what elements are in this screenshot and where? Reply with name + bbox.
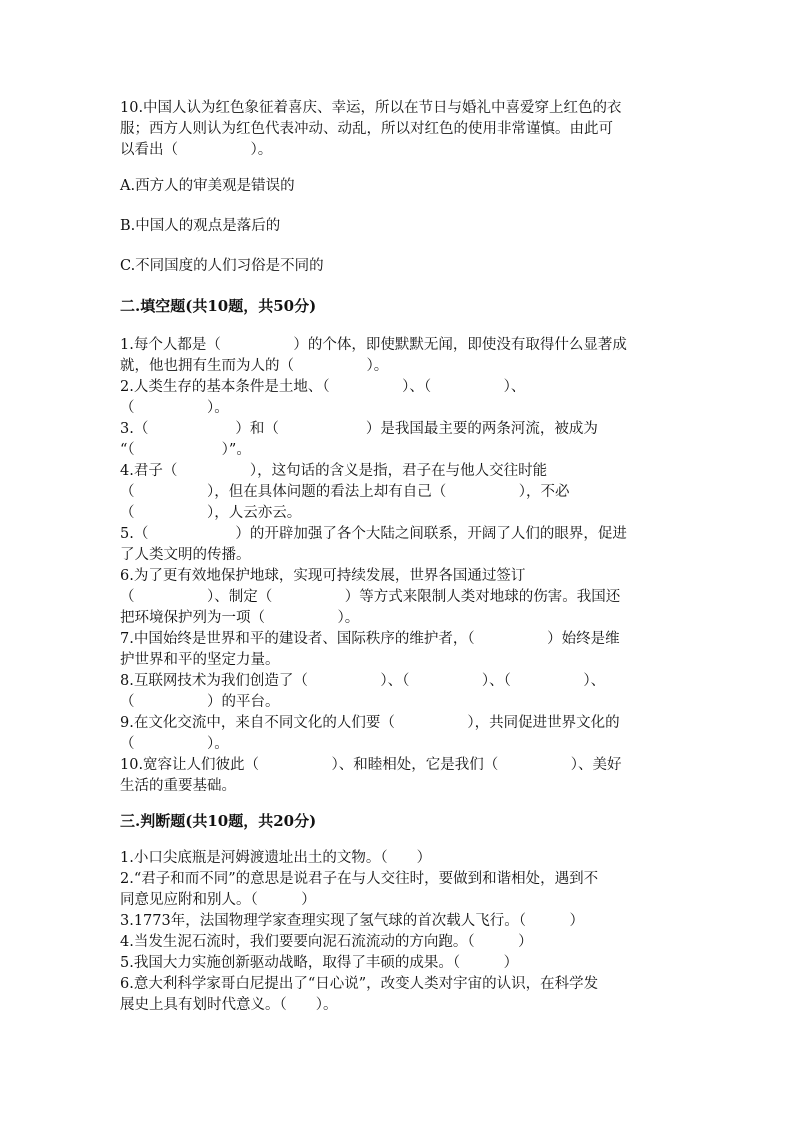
text-line: （ ）的平台。 <box>120 694 280 710</box>
text-line: 1.小口尖底瓶是河姆渡遗址出土的文物。（ ） <box>120 850 432 866</box>
option-text: A.西方人的审美观是错误的 <box>120 178 295 194</box>
option-c <box>120 256 680 277</box>
question-10-prompt <box>120 98 680 161</box>
text-line: （ ），但在具体问题的看法上却有自己（ ），不必 <box>120 484 570 500</box>
text-line: 就，他也拥有生而为人的（ ）。 <box>120 358 389 374</box>
text-line: 护世界和平的坚定力量。 <box>120 652 280 668</box>
text-line: 5.我国大力实施创新驱动战略，取得了丰硕的成果。（ ） <box>120 955 519 971</box>
true-false-questions <box>120 848 680 1016</box>
text-line: 9.在文化交流中，来自不同文化的人们要（ ），共同促进世界文化的 <box>120 715 620 731</box>
text-line: 展史上具有划时代意义。（ ）。 <box>120 997 338 1013</box>
section-heading-fill-blank <box>120 296 680 317</box>
text-line: 6.意大利科学家哥白尼提出了“日心说”，改变人类对宇宙的认识，在科学发 <box>120 976 599 992</box>
text-line: 了人类文明的传播。 <box>120 547 251 563</box>
text-line: （ ）。 <box>120 400 229 416</box>
text-line: 10.中国人认为红色象征着喜庆、幸运，所以在节日与婚礼中喜爱穿上红色的衣 <box>120 100 622 116</box>
text-line: 4.君子（ ），这句话的含义是指，君子在与他人交往时能 <box>120 463 548 479</box>
text-line: 同意见应附和别人。（ ） <box>120 892 316 908</box>
option-a <box>120 176 680 197</box>
text-line: 1.每个人都是（ ）的个体，即使默默无闻，即使没有取得什么显著成 <box>120 337 627 353</box>
fill-blank-questions <box>120 335 680 797</box>
text-line: （ ）、制定（ ）等方式来限制人类对地球的伤害。我国还 <box>120 589 621 605</box>
text-line: （ ）。 <box>120 736 229 752</box>
option-b <box>120 216 680 237</box>
text-line: 5.（ ）的开辟加强了各个大陆之间联系，开阔了人们的眼界，促进 <box>120 526 627 542</box>
text-line: 7.中国始终是世界和平的建设者、国际秩序的维护者，（ ）始终是维 <box>120 631 620 647</box>
text-line: 3.1773年，法国物理学家查理实现了氢气球的首次载人飞行。（ ） <box>120 913 584 929</box>
text-line: 4.当发生泥石流时，我们要要向泥石流流动的方向跑。（ ） <box>120 934 533 950</box>
text-line: （ ），人云亦云。 <box>120 505 302 521</box>
text-line: 3.（ ）和（ ）是我国最主要的两条河流，被成为 <box>120 421 598 437</box>
text-line: 8.互联网技术为我们创造了（ ）、（ ）、（ ）、 <box>120 673 606 689</box>
text-line: 把环境保护列为一项（ ）。 <box>120 610 360 626</box>
section-heading-true-false <box>120 811 680 832</box>
section-heading: 二.填空题(共10题，共50分) <box>120 297 317 315</box>
text-line: 服；西方人则认为红色代表冲动、动乱，所以对红色的使用非常谨慎。由此可 <box>120 121 613 137</box>
text-line: 生活的重要基础。 <box>120 778 236 794</box>
text-line: 以看出（ ）。 <box>120 142 273 158</box>
option-text: B.中国人的观点是落后的 <box>120 218 281 234</box>
text-line: “（ ）”。 <box>120 442 251 458</box>
section-heading: 三.判断题(共10题，共20分) <box>120 812 317 830</box>
text-line: 2.“君子和而不同”的意思是说君子在与人交往时，要做到和谐相处，遇到不 <box>120 871 599 887</box>
text-line: 2.人类生存的基本条件是土地、（ ）、（ ）、 <box>120 379 526 395</box>
text-line: 6.为了更有效地保护地球，实现可持续发展，世界各国通过签订 <box>120 568 526 584</box>
option-text: C.不同国度的人们习俗是不同的 <box>120 258 324 274</box>
text-line: 10.宽容让人们彼此（ ）、和睦相处，它是我们（ ）、美好 <box>120 757 622 773</box>
